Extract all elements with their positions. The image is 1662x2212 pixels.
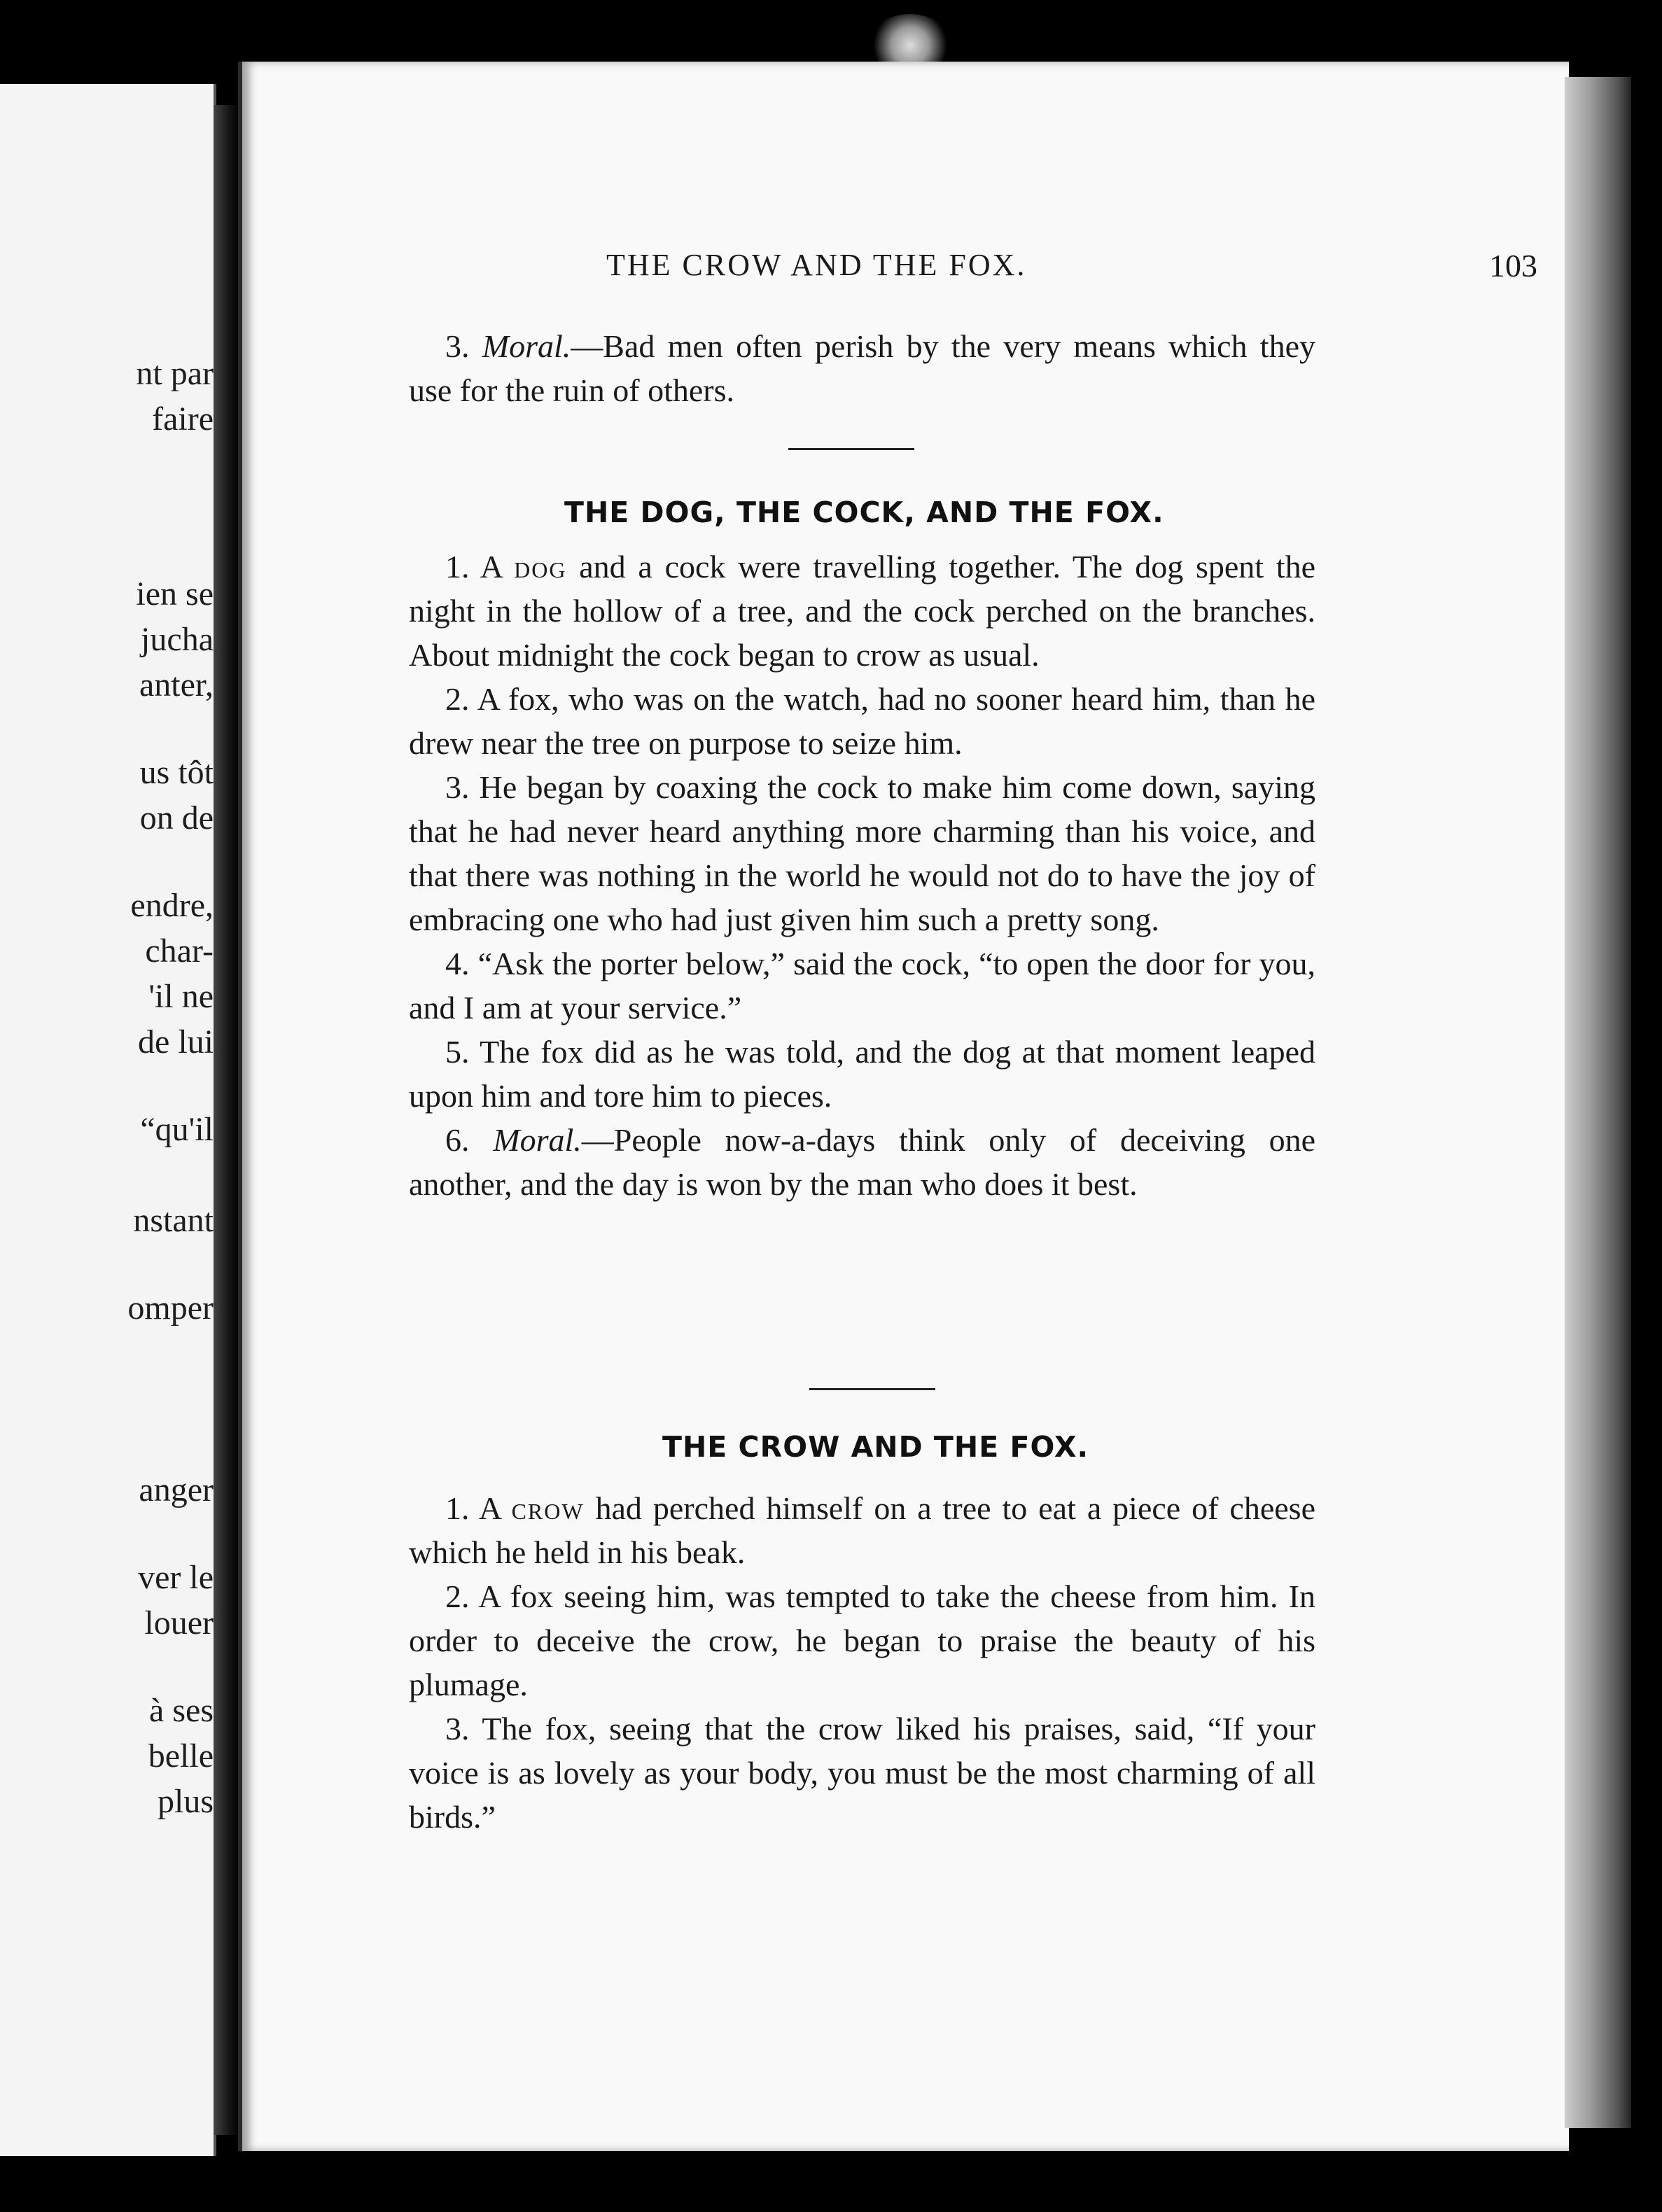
paragraph: 3. The fox, seeing that the crow liked his praises, said, “If your voice is as lovely as your body, you must be the most charming of all birds.” bbox=[409, 1711, 1315, 1835]
left-line: omper bbox=[127, 1289, 214, 1326]
story-heading: THE DOG, THE COCK, AND THE FOX. bbox=[564, 496, 1164, 529]
page-number: 103 bbox=[1489, 248, 1537, 284]
left-line: us tôt bbox=[139, 754, 214, 791]
left-line: on de bbox=[139, 799, 214, 836]
left-line: char- bbox=[145, 932, 214, 969]
section-divider bbox=[809, 1388, 935, 1390]
paragraph: 4. “Ask the porter below,” said the cock, “to open the door for you, and I am at your service.” bbox=[409, 946, 1316, 1026]
left-line: de lui bbox=[138, 1023, 214, 1060]
left-line: ver le bbox=[138, 1559, 214, 1596]
left-line: louer bbox=[144, 1604, 214, 1642]
left-line: “qu'il bbox=[140, 1111, 214, 1148]
running-head-title: THE CROW AND THE FOX. bbox=[606, 248, 1027, 282]
paragraph: 3. Moral.—Bad men often perish by the very means which they use for the ruin of others. bbox=[409, 328, 1316, 408]
left-line: anter, bbox=[139, 666, 214, 704]
section-divider bbox=[788, 448, 914, 450]
left-line: à ses bbox=[149, 1692, 214, 1729]
paragraph: 5. The fox did as he was told, and the dog at that moment leaped upon him and tore him to pieces. bbox=[409, 1034, 1315, 1114]
left-line: endre, bbox=[130, 887, 214, 924]
left-line: anger bbox=[139, 1471, 214, 1508]
left-line: belle bbox=[148, 1737, 214, 1774]
moral-label: Moral. bbox=[482, 328, 571, 364]
paragraph: 3. He began by coaxing the cock to make him come down, saying that he had never heard anything more charming than his voice, and that there was nothing in the world he would not do to have the joy of embracing one who had just given him such a pretty song. bbox=[409, 769, 1315, 937]
left-line: faire bbox=[152, 400, 214, 438]
paragraph: 6. Moral.—People now-a-days think only of deceiving one another, and the day is won by the man who does it best. bbox=[409, 1122, 1315, 1202]
paragraph: 1. A dog and a cock were travelling together. The dog spent the night in the hollow of a tree, and the cock perched on the branches. About midnight the cock began to crow as usual. bbox=[409, 549, 1315, 673]
left-line: ien se bbox=[136, 575, 214, 612]
top-section bbox=[409, 324, 1315, 412]
left-line: plus bbox=[157, 1783, 214, 1820]
moral-label: Moral. bbox=[493, 1122, 582, 1158]
paragraph: 1. A crow had perched himself on a tree to eat a piece of cheese which he held in his beak. bbox=[409, 1490, 1316, 1570]
paragraph: 2. A fox, who was on the watch, had no sooner heard him, than he drew near the tree on purpose to seize him. bbox=[409, 681, 1315, 761]
paragraph: 2. A fox seeing him, was tempted to take the cheese from him. In order to deceive the crow, he began to praise the beauty of his plumage. bbox=[409, 1578, 1315, 1702]
story-crow-fox bbox=[409, 1486, 1315, 1839]
left-line: nstant bbox=[133, 1202, 214, 1239]
book-page bbox=[238, 62, 1569, 2151]
story-dog-cock-fox bbox=[409, 545, 1315, 1206]
page-edge bbox=[1565, 77, 1631, 2128]
book-gutter bbox=[214, 105, 242, 2135]
left-line: 'il ne bbox=[148, 978, 214, 1015]
story-heading: THE CROW AND THE FOX. bbox=[662, 1430, 1089, 1464]
left-line: nt par bbox=[136, 355, 214, 392]
left-line: jucha bbox=[141, 621, 214, 658]
left-page-fragment bbox=[0, 84, 216, 2156]
